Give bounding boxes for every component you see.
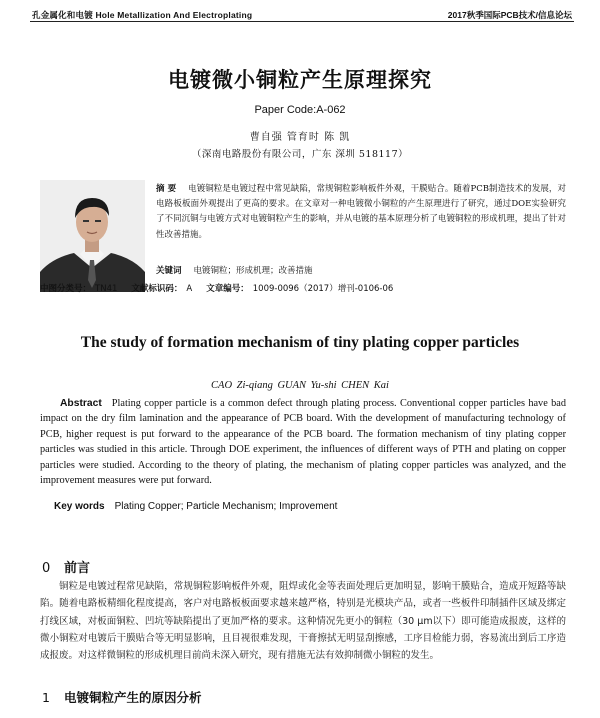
keywords-en-text: Plating Copper; Particle Mechanism; Improvement (114, 501, 338, 512)
authors-english: CAO Zi-qiang GUAN Yu-shi CHEN Kai (211, 380, 389, 391)
running-header (0, 0, 600, 22)
section-0-heading (42, 557, 90, 576)
abstract-chinese (156, 182, 566, 243)
clc-value: TN41 (95, 284, 118, 294)
section-1-number: 1 (42, 690, 50, 705)
paper-code: Paper Code:A-062 (254, 104, 346, 116)
authors-chinese: 曹自强 管育时 陈 凯 (249, 132, 351, 143)
title-english: The study of formation mechanism of tiny plating copper particles (80, 334, 520, 351)
clc-label: 中图分类号： (40, 284, 92, 294)
affiliation-chinese: （深南电路股份有限公司，广东 深圳 518117） (191, 149, 409, 160)
author-portrait-image (40, 180, 145, 292)
abstract-cn-text: 电镀铜粒是电镀过程中常见缺陷，常规铜粒影响板件外观，干膜贴合。随着PCB制造技术的发展，对电路板板面外观提出了更高的要求。在文章对一种电镀微小铜粒的产生原理进行了研究，通过DOE实验研究了不同沉铜与电镀方式对电镀铜粒产生的影响，并从电镀的基本原理分析了电镀铜粒的形成机理，提出了针对性改善措施。 (156, 184, 566, 240)
title-chinese: 电镀微小铜粒产生原理探究 (168, 68, 432, 92)
article-no-label: 文章编号： (206, 284, 249, 294)
section-1-heading (42, 688, 202, 706)
section-1-title: 电镀铜粒产生的原因分析 (64, 690, 202, 705)
author-photo (40, 180, 145, 292)
article-no-value: 1009-0096（2017）增刊-0106-06 (252, 284, 394, 294)
header-rule (30, 21, 574, 22)
doc-code-label: 文献标识码： (131, 284, 183, 294)
keywords-english (40, 501, 337, 512)
abstract-en-text: Plating copper particle is a common defect through plating process. Conventional copper particles have bad impact on the dry film lamination and the appearance of PCB board. With the development of manufacturing technology of PCB, higher request is put forward to the appearance of the PCB board. The formation mechanism of tiny plating copper particles was studied in this article. Through DOE experiment, the influences of different ways of PTH and plating on copper particles were studied. According to the theory of plating, the mechanism of plating copper particles was analyzed, and the improvement measures were put forward. (40, 398, 566, 487)
header-forum: 2017秋季国际PCB技术/信息论坛 (447, 10, 572, 20)
abstract-cn-label: 摘 要 (156, 184, 177, 194)
section-0-body: 铜粒是电镀过程常见缺陷，常规铜粒影响板件外观，阻焊或化金等表面处理后更加明显，影响干膜贴合，造成开短路等缺陷。随着电路板精细化程度提高，客户对电路板板面要求越来越严格，特别是光模块产品，或者一些板件印制插件区域及绑定打线区域，对板面铜粒、凹坑等缺陷提出了更加严格的要求。这种情况先更小的铜粒（30 μm以下）即可能造成报废，这样的微小铜粒对电镀后干膜贴合等无明显影响，且目视很难发现，干膏擦拭无明显刮擦感，工序目检能力弱，容易流出到后工序造成报废。对这样微铜粒的形成机理目前尚未深入研究，现有措施无法有效抑制微小铜粒的发生。 (40, 581, 566, 662)
classification-line (40, 282, 393, 294)
keywords-en-label: Key words (54, 501, 105, 512)
keywords-cn-label: 关键词 (156, 266, 182, 276)
section-0-title: 前言 (64, 561, 91, 576)
abstract-english (40, 396, 566, 488)
keywords-cn-text: 电镀铜粒；形成机理；改善措施 (193, 266, 313, 276)
section-0-number: 0 (42, 561, 51, 576)
doc-code-value: A (186, 284, 193, 294)
header-journal: 孔金属化和电镀 Hole Metallization And Electroplating (32, 10, 253, 20)
abstract-en-label: Abstract (60, 398, 102, 409)
keywords-chinese (156, 264, 313, 276)
